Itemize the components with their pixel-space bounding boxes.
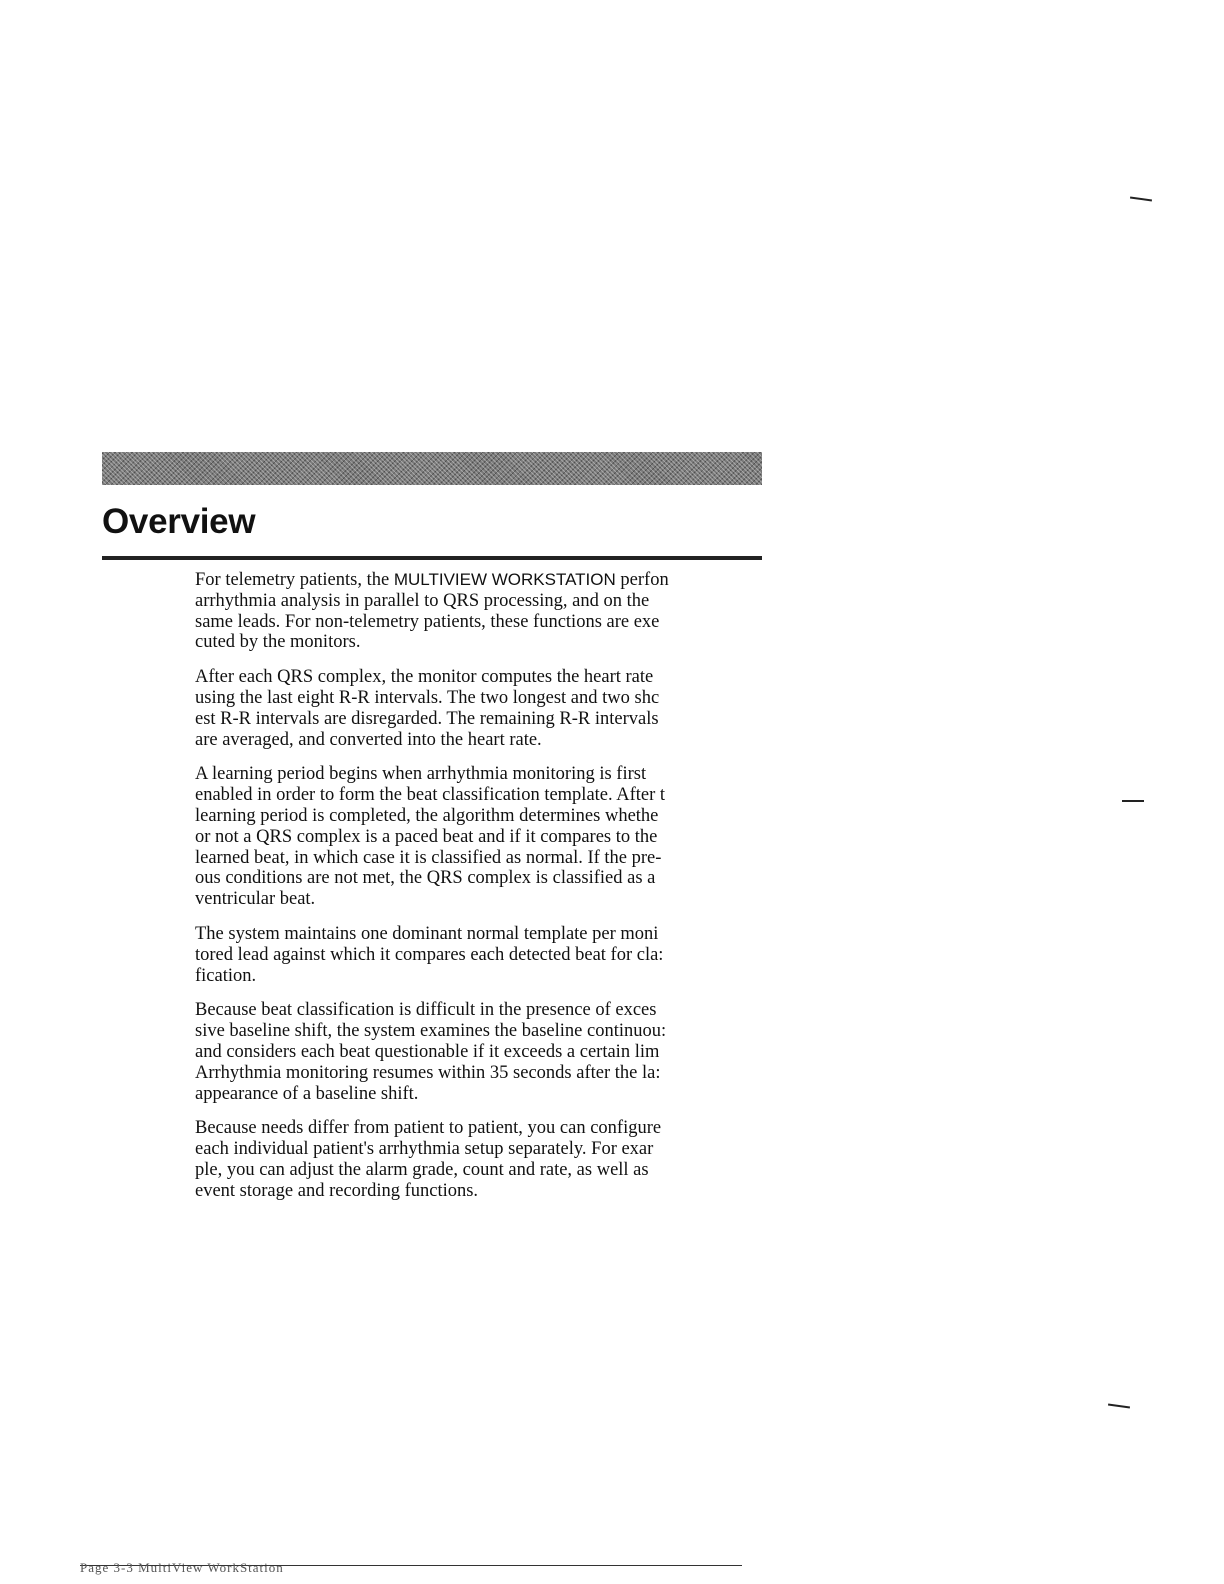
text-segment: using the last eight R-R intervals. The two longest and two shc (195, 687, 660, 708)
text-segment: ventricular beat. (195, 889, 316, 910)
text-line (195, 632, 761, 653)
text-line (195, 924, 761, 945)
text-segment: Because beat classification is difficult in the presence of exces (195, 1000, 657, 1021)
text-line (195, 889, 761, 910)
paragraph (195, 1118, 761, 1201)
text-segment: For telemetry patients, the (195, 570, 394, 590)
product-name: MULTIVIEW WORKSTATION (393, 570, 616, 589)
paragraph (195, 924, 761, 986)
text-line (195, 827, 761, 848)
text-line (195, 848, 761, 869)
text-segment: appearance of a baseline shift. (195, 1083, 419, 1104)
section-title: Overview (102, 502, 256, 541)
text-line (195, 612, 761, 633)
paragraph (195, 1000, 761, 1104)
text-segment: sive baseline shift, the system examines the baseline continuou: (195, 1021, 667, 1042)
text-line (195, 966, 761, 987)
text-line (195, 1084, 761, 1105)
text-line (195, 1160, 761, 1181)
text-segment: ous conditions are not met, the QRS complex is classified as a (195, 868, 656, 889)
text-segment: event storage and recording functions. (195, 1180, 479, 1201)
paragraph (195, 570, 761, 653)
text-segment: arrhythmia analysis in parallel to QRS processing, and on the (195, 590, 650, 611)
text-line (195, 1181, 761, 1202)
text-segment: enabled in order to form the beat classification template. After t (195, 785, 666, 806)
text-segment: learned beat, in which case it is classified as normal. If the pre- (195, 847, 662, 868)
text-segment: fication. (195, 965, 257, 986)
paragraph (195, 667, 761, 750)
text-segment: and considers each beat questionable if it exceeds a certain lim (195, 1041, 660, 1062)
text-line (195, 688, 761, 709)
text-line (195, 709, 761, 730)
margin-mark (1130, 196, 1152, 201)
text-line (195, 785, 761, 806)
text-line (195, 730, 761, 751)
footer-text: Page 3-3 MultiView WorkStation (80, 1560, 284, 1575)
text-line (195, 806, 761, 827)
text-line (195, 1042, 761, 1063)
paragraph (195, 764, 761, 910)
body-text (195, 570, 761, 1216)
text-segment: tored lead against which it compares each detected beat for cla: (195, 944, 664, 965)
text-segment: learning period is completed, the algorithm determines whethe (195, 805, 659, 826)
text-segment: each individual patient's arrhythmia setup separately. For exar (195, 1139, 654, 1160)
text-segment: After each QRS complex, the monitor computes the heart rate (195, 667, 654, 688)
section-title-rule (102, 556, 762, 560)
text-segment: or not a QRS complex is a paced beat and if it compares to the (195, 826, 658, 847)
margin-mark (1122, 800, 1144, 802)
margin-mark (1108, 1403, 1130, 1408)
text-segment: same leads. For non-telemetry patients, these functions are exe (195, 611, 660, 632)
text-segment: cuted by the monitors. (195, 632, 361, 653)
text-segment: A learning period begins when arrhythmia monitoring is first (195, 764, 647, 785)
text-line (195, 1118, 761, 1139)
text-line (195, 570, 761, 591)
text-segment: Because needs differ from patient to patient, you can configure (195, 1118, 662, 1139)
text-segment: ple, you can adjust the alarm grade, count and rate, as well as (195, 1159, 649, 1180)
text-segment: Arrhythmia monitoring resumes within 35 seconds after the la: (195, 1062, 661, 1083)
text-segment: are averaged, and converted into the heart rate. (195, 729, 542, 750)
text-line (195, 945, 761, 966)
text-segment: The system maintains one dominant normal template per moni (195, 923, 659, 944)
text-line (195, 591, 761, 612)
section-header-bar (102, 452, 762, 485)
text-line (195, 1000, 761, 1021)
text-line (195, 868, 761, 889)
text-line (195, 667, 761, 688)
text-line (195, 1063, 761, 1084)
text-line (195, 1021, 761, 1042)
page-footer (80, 1560, 742, 1580)
text-segment: perfon (615, 570, 669, 590)
text-line (195, 1139, 761, 1160)
text-segment: est R-R intervals are disregarded. The remaining R-R intervals (195, 708, 659, 729)
text-line (195, 764, 761, 785)
